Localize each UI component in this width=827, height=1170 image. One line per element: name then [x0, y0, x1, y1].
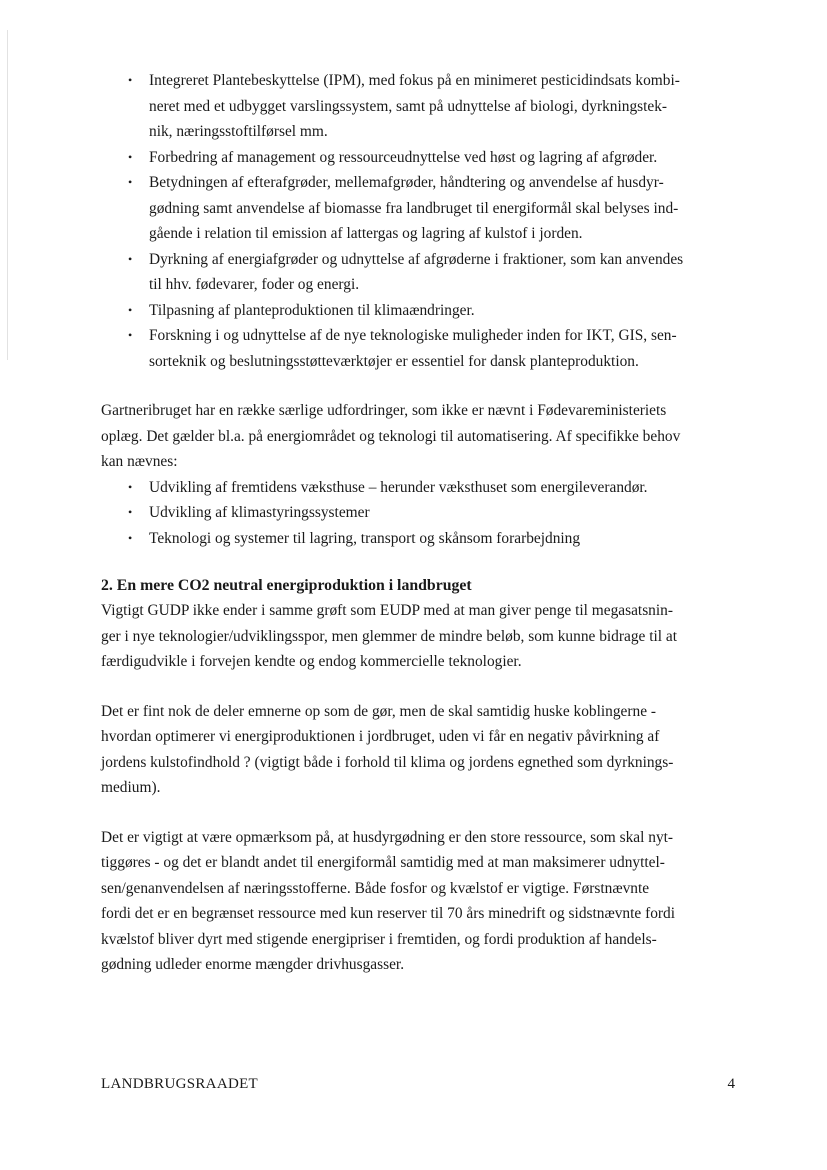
paragraph-line: Gartneribruget har en række særlige udfordringer, som ikke er nævnt i Fødevareministeriets: [101, 402, 667, 419]
bullet-icon: •: [128, 73, 133, 87]
paragraph-line: Det er vigtigt at være opmærksom på, at husdyrgødning er den store ressource, som skal nyt-: [101, 828, 674, 846]
bullet-icon: •: [128, 149, 133, 164]
list-item-line: nik, næringsstoftilførsel mm.: [149, 123, 328, 140]
list-item-line: Forskning i og udnyttelse af de nye teknologiske muligheder inden for IKT, GIS, sen-: [149, 327, 677, 344]
list-item: [101, 247, 741, 298]
list-item-line: sorteknik og beslutningsstøtteværktøjer er essentiel for dansk planteproduktion.: [149, 352, 639, 370]
list-item-line: Tilpasning af planteproduktionen til klimaændringer.: [149, 301, 475, 319]
page-edge-line: [7, 30, 8, 360]
gartneri-bullet-list: [101, 475, 741, 552]
page-number: 4: [727, 1076, 735, 1092]
list-item-line: Udvikling af klimastyringssystemer: [149, 504, 370, 521]
list-item-line: gående i relation til emission af lattergas og lagring af kulstof i jorden.: [149, 225, 583, 242]
paragraph-line: gødning udleder enorme mængder drivhusgasser.: [101, 956, 405, 973]
gartneri-paragraph: [101, 398, 741, 475]
list-item: [101, 145, 741, 171]
document-body: [101, 68, 741, 978]
footer-organization: LANDBRUGSRAADET: [101, 1076, 259, 1092]
paragraph-line: medium).: [101, 779, 161, 796]
list-item: [101, 298, 741, 324]
list-item: [101, 170, 741, 247]
list-item-line: Dyrkning af energiafgrøder og udnyttelse af afgrøderne i fraktioner, som kan anvendes: [149, 250, 684, 268]
list-item: [101, 323, 741, 374]
bullet-icon: •: [128, 175, 133, 189]
list-item-line: Forbedring af management og ressourceudnyttelse ved høst og lagring af afgrøder.: [149, 148, 658, 166]
paragraph-line: ger i nye teknologier/udviklingsspor, men glemmer de mindre beløb, som kunne bidrage til at: [101, 627, 677, 645]
spacer: [101, 675, 741, 699]
research-bullet-list: [101, 68, 741, 374]
paragraph-line: kvælstof bliver dyrt med stigende energipriser i fremtiden, og fordi produktion af handels-: [101, 930, 657, 948]
list-item-line: til hhv. fødevarer, foder og energi.: [149, 276, 360, 293]
paragraph-line: tiggøres - og det er blandt andet til energiformål samtidig med at man maksimerer udnyttel-: [101, 854, 665, 871]
list-item: [101, 475, 741, 501]
bullet-icon: •: [128, 328, 133, 342]
spacer: [101, 551, 741, 573]
section-paragraph: [101, 598, 741, 675]
list-item-line: Betydningen af efterafgrøder, mellemafgrøder, håndtering og anvendelse af husdyr-: [149, 174, 664, 191]
bullet-icon: •: [128, 479, 133, 494]
paragraph-line: hvordan optimerer vi energiproduktionen i jordbruget, uden vi får en negativ påvirkning af: [101, 728, 660, 745]
bullet-icon: •: [128, 251, 133, 266]
section-paragraph: [101, 825, 741, 978]
paragraph-line: kan nævnes:: [101, 453, 178, 470]
section-heading: 2. En mere CO2 neutral energiproduktion i landbruget: [101, 577, 472, 594]
bullet-icon: •: [128, 530, 133, 545]
paragraph-line: sen/genanvendelsen af næringsstofferne. Både fosfor og kvælstof er vigtige. Førstnævnte: [101, 879, 650, 897]
paragraph-line: jordens kulstofindhold ? (vigtigt både i forhold til klima og jordens egnethed som dyrknings-: [101, 753, 674, 771]
spacer: [101, 801, 741, 825]
list-item: [101, 500, 741, 526]
list-item: [101, 526, 741, 552]
paragraph-line: fordi det er en begrænset ressource med kun reserver til 70 års minedrift og sidstnævnte fordi: [101, 905, 675, 922]
spacer: [101, 374, 741, 398]
paragraph-line: færdigudvikle i forvejen kendte og endog kommercielle teknologier.: [101, 653, 522, 670]
bullet-icon: •: [128, 302, 133, 317]
bullet-icon: •: [128, 505, 133, 519]
list-item-line: Udvikling af fremtidens væksthuse – herunder væksthuset som energileverandør.: [149, 478, 648, 496]
list-item-line: Teknologi og systemer til lagring, transport og skånsom forarbejdning: [149, 529, 581, 547]
paragraph-line: Det er fint nok de deler emnerne op som de gør, men de skal samtidig huske koblingerne -: [101, 702, 657, 720]
paragraph-line: Vigtigt GUDP ikke ender i samme grøft som EUDP med at man giver penge til megasatsnin-: [101, 602, 673, 619]
list-item-line: Integreret Plantebeskyttelse (IPM), med fokus på en minimeret pesticidindsats kombi-: [149, 72, 680, 89]
list-item-line: gødning samt anvendelse af biomasse fra landbruget til energiformål skal belyses ind-: [149, 199, 679, 217]
paragraph-line: oplæg. Det gælder bl.a. på energiområdet og teknologi til automatisering. Af specifikke behov: [101, 427, 681, 445]
list-item: [101, 68, 741, 145]
section-paragraph: [101, 699, 741, 801]
list-item-line: neret med et udbygget varslingssystem, samt på udnyttelse af biologi, dyrkningstek-: [149, 97, 668, 115]
